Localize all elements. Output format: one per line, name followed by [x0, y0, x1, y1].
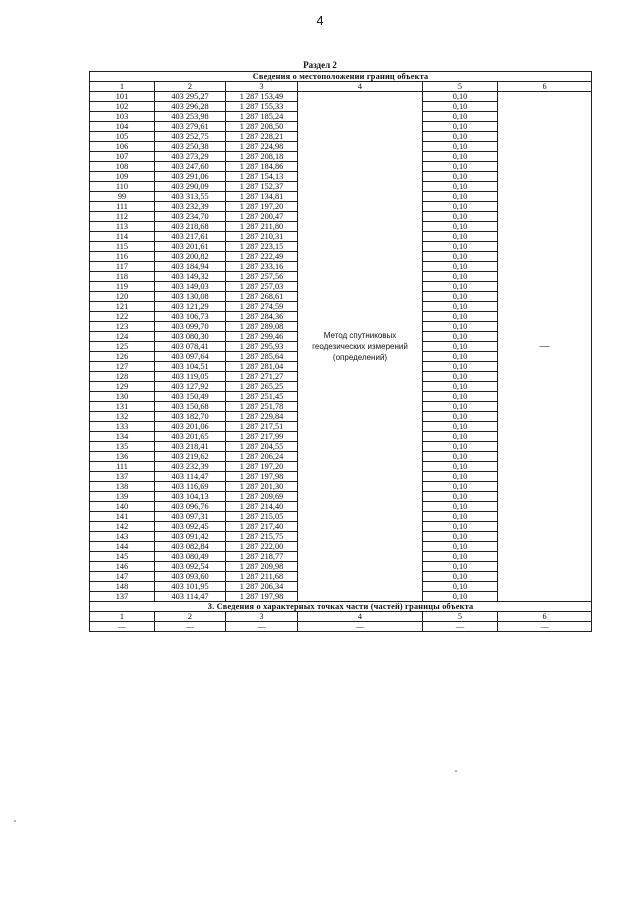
precision-value: 0,10 [423, 312, 498, 322]
precision-value: 0,10 [423, 262, 498, 272]
point-number: 117 [90, 262, 155, 272]
empty-dash: — [155, 622, 226, 632]
point-number: 107 [90, 152, 155, 162]
coord-y: 1 287 184,86 [226, 162, 298, 172]
col-header: 6 [498, 612, 592, 622]
coord-y: 1 287 224,98 [226, 142, 298, 152]
coord-y: 1 287 204,55 [226, 442, 298, 452]
point-number: 143 [90, 532, 155, 542]
precision-value: 0,10 [423, 442, 498, 452]
coord-x: 403 092,54 [155, 562, 226, 572]
point-number: 131 [90, 402, 155, 412]
coord-y: 1 287 214,40 [226, 502, 298, 512]
coord-y: 1 287 299,46 [226, 332, 298, 342]
col-header: 2 [155, 612, 226, 622]
coord-y: 1 287 218,77 [226, 552, 298, 562]
point-number: 103 [90, 112, 155, 122]
point-number: 142 [90, 522, 155, 532]
precision-value: 0,10 [423, 142, 498, 152]
precision-value: 0,10 [423, 172, 498, 182]
point-number: 119 [90, 282, 155, 292]
coord-y: 1 287 251,78 [226, 402, 298, 412]
precision-value: 0,10 [423, 212, 498, 222]
coord-x: 403 232,39 [155, 462, 226, 472]
precision-value: 0,10 [423, 572, 498, 582]
precision-value: 0,10 [423, 102, 498, 112]
precision-value: 0,10 [423, 502, 498, 512]
precision-value: 0,10 [423, 482, 498, 492]
coord-y: 1 287 251,45 [226, 392, 298, 402]
coord-y: 1 287 208,50 [226, 122, 298, 132]
coord-x: 403 150,49 [155, 392, 226, 402]
table2-caption: 3. Сведения о характерных точках части (частей) границы объекта [90, 602, 592, 612]
coord-y: 1 287 197,20 [226, 462, 298, 472]
point-number: 123 [90, 322, 155, 332]
point-number: 145 [90, 552, 155, 562]
precision-value: 0,10 [423, 232, 498, 242]
col-header: 4 [298, 82, 423, 92]
point-number: 112 [90, 212, 155, 222]
coord-x: 403 218,68 [155, 222, 226, 232]
boundary-table-body [90, 72, 592, 632]
precision-value: 0,10 [423, 182, 498, 192]
point-number: 132 [90, 412, 155, 422]
coord-x: 403 130,08 [155, 292, 226, 302]
coord-x: 403 119,05 [155, 372, 226, 382]
empty-dash: — [498, 622, 592, 632]
table2-caption-row [90, 602, 592, 612]
coord-x: 403 200,82 [155, 252, 226, 262]
precision-value: 0,10 [423, 332, 498, 342]
point-number: 106 [90, 142, 155, 152]
coord-x: 403 218,41 [155, 442, 226, 452]
coord-y: 1 287 268,61 [226, 292, 298, 302]
coord-x: 403 104,51 [155, 362, 226, 372]
method-cell: Метод спутниковых геодезических измерений (определений) [298, 92, 423, 602]
col-header: 4 [298, 612, 423, 622]
coord-x: 403 279,61 [155, 122, 226, 132]
coord-y: 1 287 154,13 [226, 172, 298, 182]
col-header: 5 [423, 612, 498, 622]
precision-value: 0,10 [423, 112, 498, 122]
point-number: 129 [90, 382, 155, 392]
empty-dash: — [226, 622, 298, 632]
coord-x: 403 149,32 [155, 272, 226, 282]
precision-value: 0,10 [423, 222, 498, 232]
point-number: 114 [90, 232, 155, 242]
precision-value: 0,10 [423, 532, 498, 542]
coord-x: 403 099,70 [155, 322, 226, 332]
coord-y: 1 287 222,49 [226, 252, 298, 262]
coord-x: 403 106,73 [155, 312, 226, 322]
coord-x: 403 092,45 [155, 522, 226, 532]
section-title: Раздел 2 [303, 60, 337, 70]
coord-x: 403 080,49 [155, 552, 226, 562]
point-number: 115 [90, 242, 155, 252]
table1-caption: Сведения о местоположении границ объекта [90, 72, 592, 82]
coord-y: 1 287 152,37 [226, 182, 298, 192]
empty-dash: — [90, 622, 155, 632]
coord-y: 1 287 281,04 [226, 362, 298, 372]
coord-x: 403 096,76 [155, 502, 226, 512]
point-number: 147 [90, 572, 155, 582]
precision-value: 0,10 [423, 522, 498, 532]
precision-value: 0,10 [423, 92, 498, 102]
coord-y: 1 287 206,24 [226, 452, 298, 462]
precision-value: 0,10 [423, 152, 498, 162]
coord-x: 403 093,60 [155, 572, 226, 582]
precision-value: 0,10 [423, 402, 498, 412]
coord-x: 403 116,69 [155, 482, 226, 492]
point-number: 125 [90, 342, 155, 352]
point-number: 109 [90, 172, 155, 182]
point-number: 118 [90, 272, 155, 282]
empty-dash: — [423, 622, 498, 632]
precision-value: 0,10 [423, 322, 498, 332]
table2-header-row [90, 612, 592, 622]
point-number: 146 [90, 562, 155, 572]
point-number: 120 [90, 292, 155, 302]
coord-y: 1 287 223,15 [226, 242, 298, 252]
precision-value: 0,10 [423, 352, 498, 362]
precision-value: 0,10 [423, 452, 498, 462]
coord-y: 1 287 211,80 [226, 222, 298, 232]
col-header: 3 [226, 82, 298, 92]
coord-y: 1 287 215,05 [226, 512, 298, 522]
scan-speck [455, 770, 457, 772]
point-number: 126 [90, 352, 155, 362]
coord-x: 403 232,39 [155, 202, 226, 212]
coord-x: 403 253,98 [155, 112, 226, 122]
point-number: 140 [90, 502, 155, 512]
coord-x: 403 250,38 [155, 142, 226, 152]
coord-y: 1 287 295,93 [226, 342, 298, 352]
coord-y: 1 287 271,27 [226, 372, 298, 382]
coord-y: 1 287 209,69 [226, 492, 298, 502]
coord-x: 403 082,84 [155, 542, 226, 552]
scan-speck [14, 820, 16, 822]
coord-x: 403 217,61 [155, 232, 226, 242]
coord-y: 1 287 289,08 [226, 322, 298, 332]
point-number: 138 [90, 482, 155, 492]
coord-y: 1 287 265,25 [226, 382, 298, 392]
boundary-table [89, 71, 592, 632]
coord-y: 1 287 284,36 [226, 312, 298, 322]
coord-y: 1 287 274,59 [226, 302, 298, 312]
coord-y: 1 287 285,64 [226, 352, 298, 362]
point-number: 135 [90, 442, 155, 452]
point-number: 101 [90, 92, 155, 102]
precision-value: 0,10 [423, 272, 498, 282]
point-number: 141 [90, 512, 155, 522]
precision-value: 0,10 [423, 162, 498, 172]
coord-x: 403 097,64 [155, 352, 226, 362]
coord-x: 403 273,29 [155, 152, 226, 162]
precision-value: 0,10 [423, 392, 498, 402]
precision-value: 0,10 [423, 512, 498, 522]
coord-y: 1 287 217,99 [226, 432, 298, 442]
coord-y: 1 287 153,49 [226, 92, 298, 102]
point-number: 116 [90, 252, 155, 262]
point-number: 148 [90, 582, 155, 592]
coord-x: 403 080,30 [155, 332, 226, 342]
coord-x: 403 127,92 [155, 382, 226, 392]
coord-x: 403 149,03 [155, 282, 226, 292]
col-header: 6 [498, 82, 592, 92]
col-header: 5 [423, 82, 498, 92]
point-number: 124 [90, 332, 155, 342]
precision-value: 0,10 [423, 542, 498, 552]
coord-x: 403 201,06 [155, 422, 226, 432]
precision-value: 0,10 [423, 342, 498, 352]
coord-x: 403 295,27 [155, 92, 226, 102]
coord-y: 1 287 197,98 [226, 592, 298, 602]
point-number: 105 [90, 132, 155, 142]
point-number: 127 [90, 362, 155, 372]
col-header: 1 [90, 612, 155, 622]
precision-value: 0,10 [423, 432, 498, 442]
coord-y: 1 287 228,21 [226, 132, 298, 142]
coord-x: 403 219,62 [155, 452, 226, 462]
point-number: 111 [90, 202, 155, 212]
precision-value: 0,10 [423, 582, 498, 592]
point-number: 137 [90, 472, 155, 482]
coord-y: 1 287 201,30 [226, 482, 298, 492]
point-number: 130 [90, 392, 155, 402]
precision-value: 0,10 [423, 192, 498, 202]
point-number: 128 [90, 372, 155, 382]
coord-y: 1 287 197,20 [226, 202, 298, 212]
point-number: 110 [90, 182, 155, 192]
coord-y: 1 287 134,81 [226, 192, 298, 202]
coord-x: 403 296,28 [155, 102, 226, 112]
col-header: 3 [226, 612, 298, 622]
point-number: 113 [90, 222, 155, 232]
coord-x: 403 291,06 [155, 172, 226, 182]
precision-value: 0,10 [423, 132, 498, 142]
point-number: 108 [90, 162, 155, 172]
coord-y: 1 287 209,98 [226, 562, 298, 572]
precision-value: 0,10 [423, 122, 498, 132]
precision-value: 0,10 [423, 372, 498, 382]
precision-value: 0,10 [423, 562, 498, 572]
coord-x: 403 104,13 [155, 492, 226, 502]
precision-value: 0,10 [423, 592, 498, 602]
empty-dash: — [298, 622, 423, 632]
coord-x: 403 091,42 [155, 532, 226, 542]
coord-x: 403 078,41 [155, 342, 226, 352]
precision-value: 0,10 [423, 492, 498, 502]
point-number: 111 [90, 462, 155, 472]
coord-x: 403 234,70 [155, 212, 226, 222]
coord-x: 403 201,61 [155, 242, 226, 252]
coord-x: 403 150,68 [155, 402, 226, 412]
point-number: 99 [90, 192, 155, 202]
coord-y: 1 287 222,00 [226, 542, 298, 552]
coord-y: 1 287 200,47 [226, 212, 298, 222]
col-header: 2 [155, 82, 226, 92]
coord-y: 1 287 211,68 [226, 572, 298, 582]
table2-value-row [90, 622, 592, 632]
precision-value: 0,10 [423, 302, 498, 312]
coord-x: 403 184,94 [155, 262, 226, 272]
precision-value: 0,10 [423, 282, 498, 292]
table-row [90, 92, 592, 102]
coord-y: 1 287 208,18 [226, 152, 298, 162]
point-number: 139 [90, 492, 155, 502]
col-header: 1 [90, 82, 155, 92]
coord-y: 1 287 217,51 [226, 422, 298, 432]
coord-y: 1 287 229,84 [226, 412, 298, 422]
page-number: 4 [316, 13, 324, 28]
precision-value: 0,10 [423, 462, 498, 472]
coord-x: 403 101,95 [155, 582, 226, 592]
coord-x: 403 182,70 [155, 412, 226, 422]
point-number: 121 [90, 302, 155, 312]
coord-y: 1 287 185,24 [226, 112, 298, 122]
table1-header-row [90, 82, 592, 92]
coord-x: 403 097,31 [155, 512, 226, 522]
coord-y: 1 287 257,56 [226, 272, 298, 282]
coord-x: 403 290,09 [155, 182, 226, 192]
precision-value: 0,10 [423, 552, 498, 562]
point-number: 136 [90, 452, 155, 462]
coord-y: 1 287 233,16 [226, 262, 298, 272]
precision-value: 0,10 [423, 362, 498, 372]
point-number: 102 [90, 102, 155, 112]
precision-value: 0,10 [423, 382, 498, 392]
coord-x: 403 252,75 [155, 132, 226, 142]
coord-y: 1 287 257,03 [226, 282, 298, 292]
precision-value: 0,10 [423, 242, 498, 252]
coord-y: 1 287 206,34 [226, 582, 298, 592]
point-number: 144 [90, 542, 155, 552]
point-number: 134 [90, 432, 155, 442]
coord-y: 1 287 215,75 [226, 532, 298, 542]
precision-value: 0,10 [423, 252, 498, 262]
precision-value: 0,10 [423, 472, 498, 482]
coord-x: 403 121,29 [155, 302, 226, 312]
coord-x: 403 114,47 [155, 472, 226, 482]
precision-value: 0,10 [423, 292, 498, 302]
point-number: 122 [90, 312, 155, 322]
precision-value: 0,10 [423, 422, 498, 432]
coord-y: 1 287 197,98 [226, 472, 298, 482]
point-number: 137 [90, 592, 155, 602]
table1-caption-row [90, 72, 592, 82]
point-number: 133 [90, 422, 155, 432]
coord-y: 1 287 155,33 [226, 102, 298, 112]
coord-x: 403 247,60 [155, 162, 226, 172]
precision-value: 0,10 [423, 202, 498, 212]
coord-x: 403 313,55 [155, 192, 226, 202]
coord-y: 1 287 210,31 [226, 232, 298, 242]
coord-x: 403 114,47 [155, 592, 226, 602]
point-number: 104 [90, 122, 155, 132]
coord-y: 1 287 217,40 [226, 522, 298, 532]
coord-x: 403 201,65 [155, 432, 226, 442]
col6-dash: — [498, 92, 592, 602]
precision-value: 0,10 [423, 412, 498, 422]
